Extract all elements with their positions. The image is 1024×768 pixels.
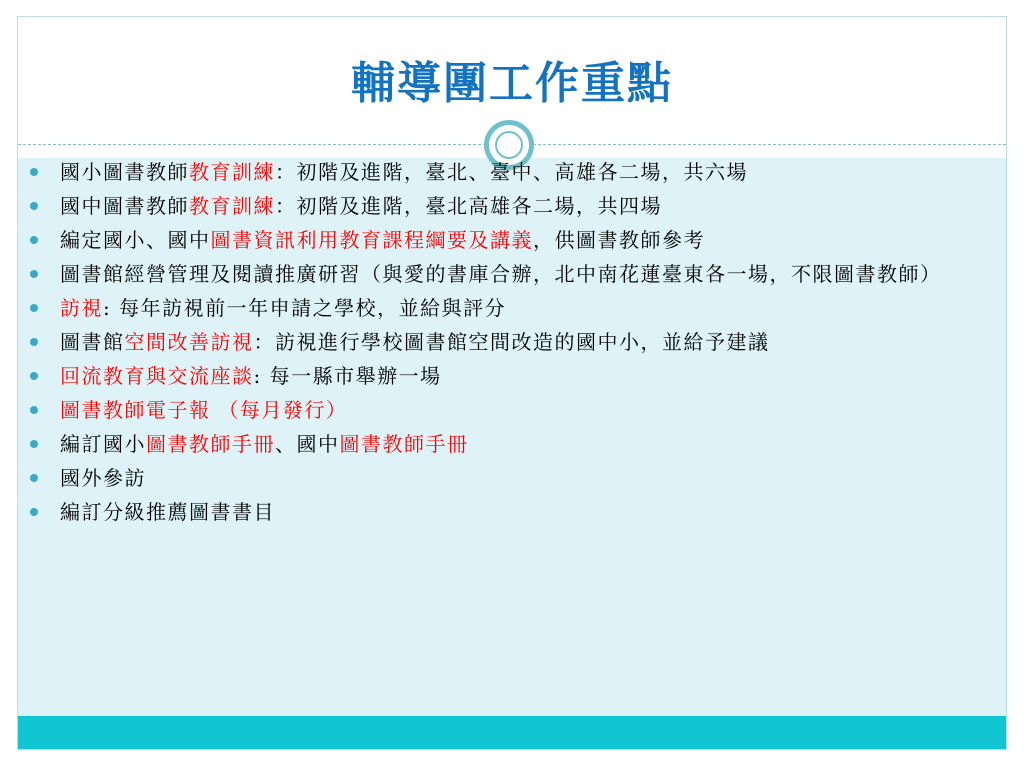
item-text: 、國中 [275, 432, 340, 456]
highlight-text: 圖書教師手冊 [339, 432, 469, 456]
highlight-text: 圖書資訊利用教育課程綱要及講義 [210, 228, 533, 252]
bullet-dot-icon [30, 304, 38, 312]
item-text: 編訂國小 [60, 432, 146, 456]
bullet-dot-icon [30, 236, 38, 244]
bullet-dot-icon [30, 508, 38, 516]
item-text: ：訪視進行學校圖書館空間改造的國中小，並給予建議 [253, 330, 770, 354]
bullet-dot-icon [30, 168, 38, 176]
item-text: ，供圖書教師參考 [533, 228, 705, 252]
item-text: ：初階及進階，臺北高雄各二場，共四場 [275, 194, 662, 218]
item-text: : 每年訪視前一年申請之學校，並給與評分 [103, 296, 507, 320]
list-item [30, 260, 975, 288]
list-item [30, 226, 975, 254]
slide-title: 輔導團工作重點 [351, 58, 673, 109]
bullet-dot-icon [30, 372, 38, 380]
highlight-text: 教育訓練 [189, 194, 275, 218]
highlight-text: 教育訓練 [189, 160, 275, 184]
item-text: 國外參訪 [60, 466, 146, 490]
bottom-band [18, 716, 1006, 750]
item-text: 圖書館 [60, 330, 125, 354]
bullet-dot-icon [30, 406, 38, 414]
list-item [30, 430, 975, 458]
highlight-text: 訪視 [60, 296, 103, 320]
bullet-dot-icon [30, 202, 38, 210]
item-text: 圖書館經營管理及閱讀推廣研習（與愛的書庫合辦，北中南花蓮臺東各一場，不限圖書教師） [60, 262, 942, 286]
item-text: ：初階及進階，臺北、臺中、高雄各二場，共六場 [275, 160, 748, 184]
bullet-list [30, 158, 975, 532]
item-text: 國小圖書教師 [60, 160, 189, 184]
list-item [30, 328, 975, 356]
circle-ornament-inner [495, 131, 523, 159]
list-item [30, 396, 975, 424]
item-text: 國中圖書教師 [60, 194, 189, 218]
highlight-text: 圖書教師手冊 [146, 432, 275, 456]
list-item [30, 464, 975, 492]
highlight-text: 圖書教師電子報 （每月發行） [60, 398, 348, 422]
list-item [30, 294, 975, 322]
list-item [30, 192, 975, 220]
list-item [30, 498, 975, 526]
bullet-dot-icon [30, 474, 38, 482]
list-item [30, 158, 975, 186]
item-text: 編定國小、國中 [60, 228, 211, 252]
highlight-text: 空間改善訪視 [124, 330, 254, 354]
bullet-dot-icon [30, 270, 38, 278]
highlight-text: 回流教育與交流座談 [60, 364, 254, 388]
item-text: 編訂分級推薦圖書書目 [60, 500, 275, 524]
list-item [30, 362, 975, 390]
item-text: : 每一縣市舉辦一場 [253, 364, 442, 388]
bullet-dot-icon [30, 338, 38, 346]
bullet-dot-icon [30, 440, 38, 448]
